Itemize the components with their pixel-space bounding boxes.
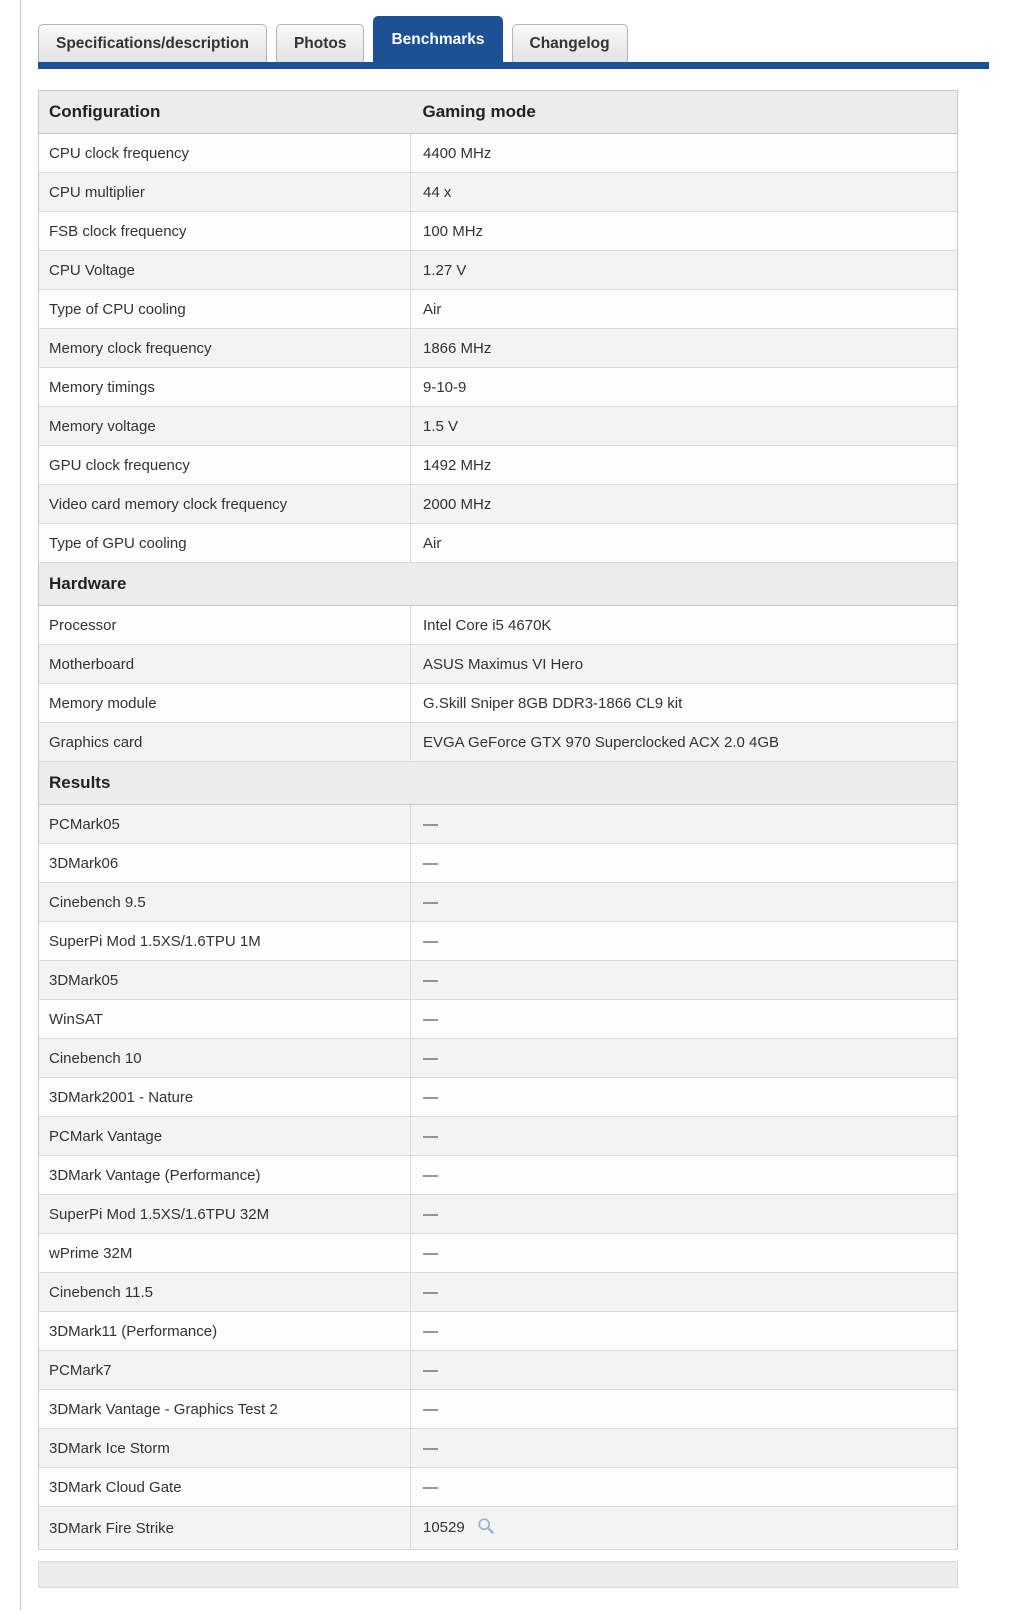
row-value-text: G.Skill Sniper 8GB DDR3-1866 CL9 kit — [423, 694, 683, 712]
results-header-row — [39, 762, 958, 805]
configuration-rows — [39, 134, 958, 563]
row-label: Memory timings — [39, 368, 411, 407]
table-row — [39, 684, 958, 723]
row-label: CPU clock frequency — [39, 134, 411, 173]
row-value — [411, 1000, 958, 1039]
row-value — [411, 329, 958, 368]
row-label: PCMark Vantage — [39, 1117, 411, 1156]
table-row — [39, 212, 958, 251]
table-row — [39, 883, 958, 922]
row-value-text: — — [423, 1400, 438, 1418]
row-label: Memory module — [39, 684, 411, 723]
row-value-text: 100 MHz — [423, 222, 484, 240]
row-value-text: 4400 MHz — [423, 144, 492, 162]
row-value — [411, 844, 958, 883]
table-row — [39, 1078, 958, 1117]
row-value-text: — — [423, 1049, 438, 1067]
table-row — [39, 290, 958, 329]
results-header — [39, 762, 958, 805]
benchmark-table — [38, 90, 958, 1550]
table-row — [39, 173, 958, 212]
row-value-text: 1866 MHz — [423, 339, 492, 357]
row-label: Cinebench 9.5 — [39, 883, 411, 922]
table-row — [39, 606, 958, 645]
row-label: Type of GPU cooling — [39, 524, 411, 563]
row-value — [411, 1390, 958, 1429]
row-value — [411, 485, 958, 524]
row-value-text: — — [423, 1322, 438, 1340]
hardware-heading: Hardware — [39, 563, 958, 606]
row-value — [411, 1312, 958, 1351]
table-row — [39, 368, 958, 407]
row-value-text: Air — [423, 300, 442, 318]
row-label: Processor — [39, 606, 411, 645]
row-value — [411, 134, 958, 173]
table-row — [39, 1312, 958, 1351]
row-value-text: Air — [423, 534, 442, 552]
row-label: 3DMark Ice Storm — [39, 1429, 411, 1468]
row-value-text: 44 x — [423, 183, 452, 201]
row-value-text: — — [423, 1127, 438, 1145]
benchmarks-page — [20, 0, 1021, 1610]
row-value-text: — — [423, 1439, 438, 1457]
row-label: SuperPi Mod 1.5XS/1.6TPU 1M — [39, 922, 411, 961]
row-value-text: 1.27 V — [423, 261, 467, 279]
hardware-header — [39, 563, 958, 606]
row-label: Cinebench 10 — [39, 1039, 411, 1078]
row-label: Cinebench 11.5 — [39, 1273, 411, 1312]
row-label: wPrime 32M — [39, 1234, 411, 1273]
row-value — [411, 1156, 958, 1195]
tab-label: Benchmarks — [391, 30, 485, 48]
row-label: Motherboard — [39, 645, 411, 684]
row-value-text: — — [423, 893, 438, 911]
row-value — [411, 883, 958, 922]
hardware-rows — [39, 606, 958, 762]
row-label: 3DMark Fire Strike — [39, 1507, 411, 1550]
row-value-text: 1492 MHz — [423, 456, 492, 474]
row-label: 3DMark2001 - Nature — [39, 1078, 411, 1117]
table-row — [39, 1039, 958, 1078]
tab[interactable] — [512, 24, 628, 62]
bottom-strip — [38, 1561, 958, 1588]
row-value-text: — — [423, 932, 438, 950]
row-value-text: EVGA GeForce GTX 970 Superclocked ACX 2.0 4GB — [423, 733, 780, 751]
table-row — [39, 1390, 958, 1429]
configuration-header-row — [39, 91, 958, 134]
row-value — [411, 606, 958, 645]
table-row — [39, 1234, 958, 1273]
row-value-text: — — [423, 1166, 438, 1184]
table-row — [39, 1000, 958, 1039]
row-label: 3DMark11 (Performance) — [39, 1312, 411, 1351]
row-value — [411, 1429, 958, 1468]
row-label: PCMark05 — [39, 805, 411, 844]
row-value — [411, 1351, 958, 1390]
table-row — [39, 1351, 958, 1390]
row-value-text: — — [423, 1478, 438, 1496]
row-value — [411, 524, 958, 563]
configuration-header — [39, 91, 958, 134]
row-label: FSB clock frequency — [39, 212, 411, 251]
table-row — [39, 1273, 958, 1312]
table-row — [39, 1117, 958, 1156]
row-label: WinSAT — [39, 1000, 411, 1039]
row-value — [411, 1117, 958, 1156]
tab-bar — [38, 12, 1021, 62]
results-heading: Results — [39, 762, 958, 805]
tab[interactable] — [373, 16, 502, 62]
row-value — [411, 1468, 958, 1507]
row-value — [411, 645, 958, 684]
row-value-text: — — [423, 1010, 438, 1028]
row-value-text: Intel Core i5 4670K — [423, 616, 552, 634]
row-value-text: — — [423, 1361, 438, 1379]
results-rows — [39, 805, 958, 1550]
row-value — [411, 805, 958, 844]
row-label: 3DMark06 — [39, 844, 411, 883]
row-label: CPU multiplier — [39, 173, 411, 212]
tab-label: Changelog — [529, 34, 610, 52]
row-label: 3DMark Cloud Gate — [39, 1468, 411, 1507]
row-value — [411, 446, 958, 485]
table-row — [39, 251, 958, 290]
tab-label: Specifications/description — [56, 34, 249, 52]
row-value-text: 2000 MHz — [423, 495, 492, 513]
table-row — [39, 961, 958, 1000]
row-value-text: 1.5 V — [423, 417, 459, 435]
hardware-header-row — [39, 563, 958, 606]
row-value — [411, 368, 958, 407]
table-row — [39, 524, 958, 563]
table-row — [39, 922, 958, 961]
row-value-text: — — [423, 971, 438, 989]
row-value — [411, 922, 958, 961]
tab[interactable] — [38, 24, 267, 62]
row-value — [411, 1195, 958, 1234]
table-row — [39, 645, 958, 684]
row-value-text: 9-10-9 — [423, 378, 467, 396]
row-value — [411, 1039, 958, 1078]
row-value-text: — — [423, 1283, 438, 1301]
tab-label: Photos — [293, 34, 347, 52]
row-value-text: — — [423, 815, 438, 833]
row-value — [411, 1273, 958, 1312]
row-label: 3DMark Vantage (Performance) — [39, 1156, 411, 1195]
table-row — [39, 446, 958, 485]
table-row — [39, 1429, 958, 1468]
table-row — [39, 805, 958, 844]
row-value — [411, 290, 958, 329]
table-row — [39, 329, 958, 368]
row-label: Video card memory clock frequency — [39, 485, 411, 524]
table-row — [39, 1195, 958, 1234]
row-value — [411, 1078, 958, 1117]
row-label: 3DMark05 — [39, 961, 411, 1000]
row-value-text: ASUS Maximus VI Hero — [423, 655, 584, 673]
row-label: PCMark7 — [39, 1351, 411, 1390]
row-value — [411, 961, 958, 1000]
row-label: Memory voltage — [39, 407, 411, 446]
row-value — [411, 1507, 958, 1550]
row-value — [411, 407, 958, 446]
row-value — [411, 212, 958, 251]
row-label: SuperPi Mod 1.5XS/1.6TPU 32M — [39, 1195, 411, 1234]
row-value — [411, 251, 958, 290]
row-value — [411, 1234, 958, 1273]
table-row — [39, 1468, 958, 1507]
gaming-mode-heading: Gaming mode — [411, 91, 958, 134]
table-row — [39, 134, 958, 173]
table-row — [39, 485, 958, 524]
row-value-text: 10529 — [423, 1519, 465, 1536]
table-row — [39, 723, 958, 762]
table-row — [39, 844, 958, 883]
row-label: Graphics card — [39, 723, 411, 762]
magnifier-icon[interactable] — [477, 1517, 495, 1539]
table-row — [39, 1156, 958, 1195]
row-value-text: — — [423, 854, 438, 872]
tab[interactable] — [276, 24, 365, 62]
row-label: CPU Voltage — [39, 251, 411, 290]
table-row — [39, 1507, 958, 1550]
row-value — [411, 684, 958, 723]
row-value-text: — — [423, 1205, 438, 1223]
row-label: Type of CPU cooling — [39, 290, 411, 329]
row-value — [411, 173, 958, 212]
row-label: 3DMark Vantage - Graphics Test 2 — [39, 1390, 411, 1429]
row-label: Memory clock frequency — [39, 329, 411, 368]
row-value-text: — — [423, 1088, 438, 1106]
accent-bar — [38, 62, 989, 69]
row-value — [411, 723, 958, 762]
row-value-text: — — [423, 1244, 438, 1262]
configuration-heading: Configuration — [39, 91, 411, 134]
table-row — [39, 407, 958, 446]
row-label: GPU clock frequency — [39, 446, 411, 485]
